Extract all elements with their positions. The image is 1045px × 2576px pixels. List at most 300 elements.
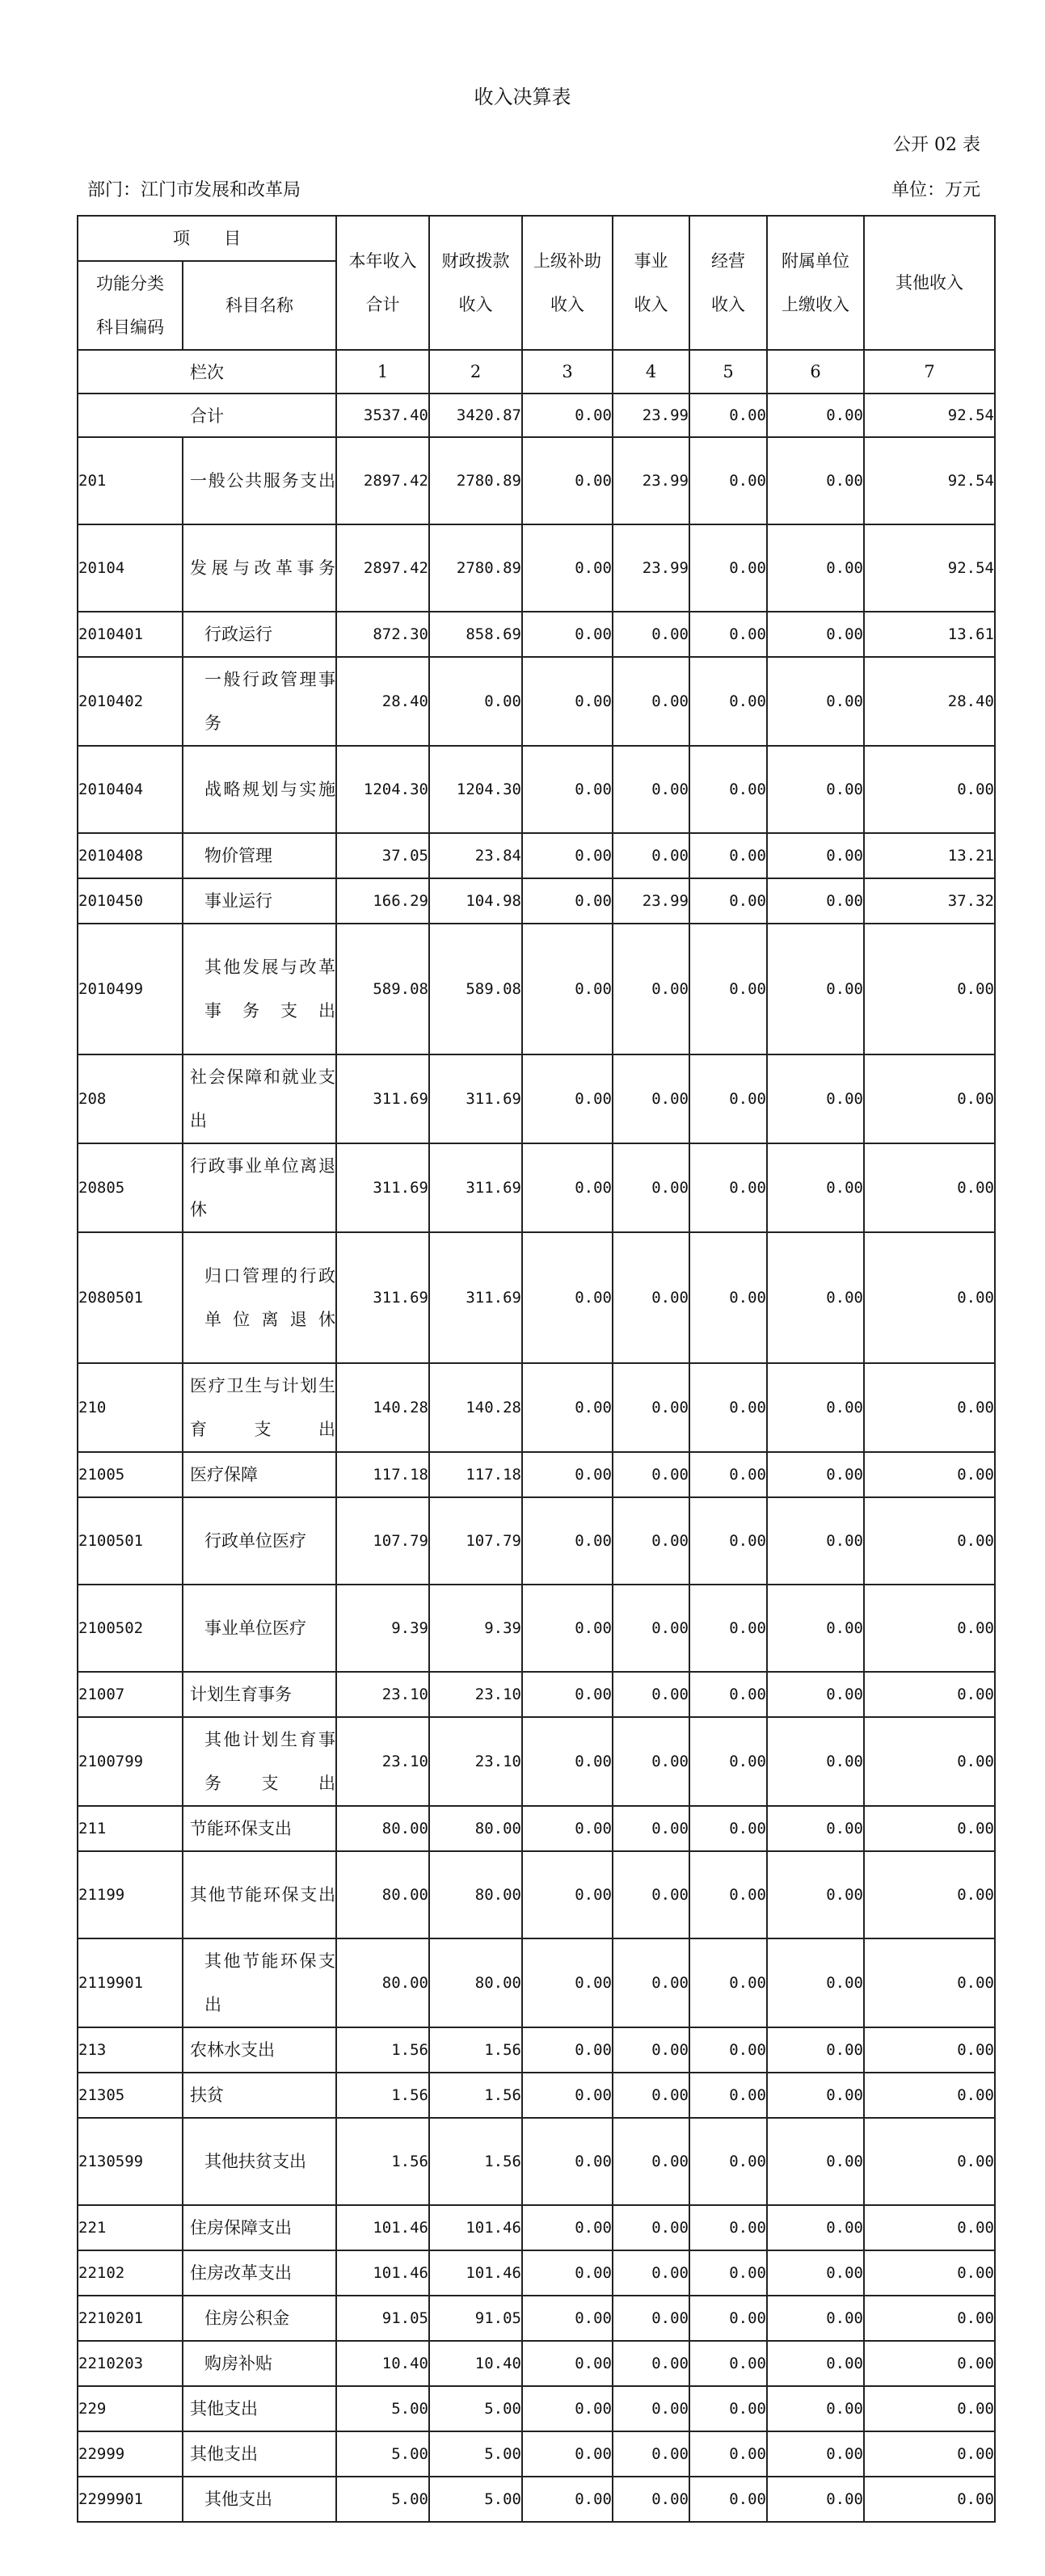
- header-business: [613, 216, 689, 350]
- subject-name: 一般行政管理事务: [183, 657, 336, 746]
- amount-cell: 0.00: [767, 612, 864, 657]
- amount-cell: 2897.42: [336, 524, 429, 612]
- subject-code: 2010402: [78, 657, 183, 746]
- header-fiscal: [429, 216, 522, 350]
- subject-code: 21007: [78, 1672, 183, 1717]
- amount-cell: 0.00: [613, 833, 689, 878]
- header-other: 其他收入: [864, 216, 995, 350]
- subject-code: 21005: [78, 1452, 183, 1497]
- subject-code: 20805: [78, 1143, 183, 1232]
- header-operation: [689, 216, 767, 350]
- amount-cell: 80.00: [336, 1806, 429, 1851]
- subject-name: 战略规划与实施: [183, 746, 336, 833]
- report-title: 收入决算表: [474, 86, 571, 108]
- amount-cell: 0.00: [767, 746, 864, 833]
- amount-cell: 0.00: [522, 2118, 613, 2205]
- table-row: [78, 1806, 995, 1851]
- amount-cell: 0.00: [689, 1672, 767, 1717]
- subject-code: 213: [78, 2027, 183, 2073]
- amount-cell: 311.69: [336, 1232, 429, 1363]
- amount-cell: 0.00: [689, 612, 767, 657]
- amount-cell: 13.21: [864, 833, 995, 878]
- amount-cell: 80.00: [336, 1938, 429, 2027]
- index-label: 栏次: [78, 350, 336, 394]
- amount-cell: 0.00: [689, 1452, 767, 1497]
- amount-cell: 0.00: [767, 1585, 864, 1672]
- index-col: 6: [767, 350, 864, 394]
- subject-name: 其他计划生育事务支出: [183, 1717, 336, 1806]
- amount-cell: 0.00: [767, 2073, 864, 2118]
- amount-cell: 37.32: [864, 878, 995, 924]
- amount-cell: 0.00: [689, 2477, 767, 2522]
- subject-code: 2299901: [78, 2477, 183, 2522]
- amount-cell: 0.00: [767, 1143, 864, 1232]
- amount-cell: 0.00: [767, 1497, 864, 1585]
- amount-cell: 0.00: [767, 924, 864, 1054]
- header-text: 本年收入 合计: [348, 251, 417, 314]
- amount-cell: 0.00: [689, 833, 767, 878]
- amount-cell: 0.00: [689, 1806, 767, 1851]
- subject-name: 社会保障和就业支出: [183, 1054, 336, 1143]
- subject-name: 行政单位医疗: [183, 1497, 336, 1585]
- amount-cell: 0.00: [522, 1363, 613, 1452]
- table-row: [78, 2477, 995, 2522]
- amount-cell: 0.00: [767, 2205, 864, 2250]
- subject-code: 2210201: [78, 2296, 183, 2341]
- amount-cell: 28.40: [864, 657, 995, 746]
- subject-name: 其他支出: [183, 2386, 336, 2431]
- index-col: 2: [429, 350, 522, 394]
- amount-cell: 0.00: [689, 2431, 767, 2477]
- amount-cell: 0.00: [522, 1938, 613, 2027]
- subject-name: 事业运行: [183, 878, 336, 924]
- amount-cell: 0.00: [864, 2477, 995, 2522]
- table-row: [78, 2341, 995, 2386]
- amount-cell: 0.00: [689, 878, 767, 924]
- amount-cell: 0.00: [767, 2386, 864, 2431]
- amount-cell: 0.00: [613, 2341, 689, 2386]
- amount-cell: 0.00: [864, 2073, 995, 2118]
- amount-cell: 0.00: [522, 2296, 613, 2341]
- table-row: [78, 1672, 995, 1717]
- subject-name: 节能环保支出: [183, 1806, 336, 1851]
- table-row: [78, 1585, 995, 1672]
- subject-code: 20104: [78, 524, 183, 612]
- amount-cell: 0.00: [864, 1054, 995, 1143]
- table-row: [78, 612, 995, 657]
- subject-code: 2100501: [78, 1497, 183, 1585]
- amount-cell: 0.00: [522, 437, 613, 524]
- amount-cell: 23.10: [336, 1672, 429, 1717]
- amount-cell: 0.00: [767, 2118, 864, 2205]
- subject-code: 2010499: [78, 924, 183, 1054]
- amount-cell: 0.00: [767, 833, 864, 878]
- amount-cell: 0.00: [767, 1717, 864, 1806]
- amount-cell: 1204.30: [336, 746, 429, 833]
- amount-cell: 101.46: [429, 2205, 522, 2250]
- amount-cell: 0.00: [767, 1363, 864, 1452]
- amount-cell: 0.00: [689, 2205, 767, 2250]
- table-row: [78, 524, 995, 612]
- amount-cell: 0.00: [613, 1452, 689, 1497]
- amount-cell: 23.84: [429, 833, 522, 878]
- table-row: [78, 2205, 995, 2250]
- amount-cell: 0.00: [522, 1232, 613, 1363]
- total-value: 0.00: [522, 394, 613, 437]
- amount-cell: 5.00: [336, 2431, 429, 2477]
- index-col: 3: [522, 350, 613, 394]
- subject-code: 2210203: [78, 2341, 183, 2386]
- amount-cell: 80.00: [429, 1806, 522, 1851]
- amount-cell: 28.40: [336, 657, 429, 746]
- table-row: [78, 1497, 995, 1585]
- amount-cell: 1.56: [336, 2118, 429, 2205]
- amount-cell: 101.46: [429, 2250, 522, 2296]
- table-row: [78, 2296, 995, 2341]
- amount-cell: 0.00: [767, 2341, 864, 2386]
- amount-cell: 5.00: [429, 2477, 522, 2522]
- amount-cell: 0.00: [522, 1806, 613, 1851]
- amount-cell: 0.00: [613, 1938, 689, 2027]
- amount-cell: 0.00: [864, 2386, 995, 2431]
- amount-cell: 0.00: [613, 2386, 689, 2431]
- amount-cell: 311.69: [336, 1143, 429, 1232]
- header-total: [336, 216, 429, 350]
- header-text: 功能分类 科目编码: [96, 274, 164, 337]
- amount-cell: 0.00: [864, 1806, 995, 1851]
- amount-cell: 0.00: [864, 2296, 995, 2341]
- amount-cell: 589.08: [336, 924, 429, 1054]
- subject-name: 住房改革支出: [183, 2250, 336, 2296]
- income-table: [77, 215, 996, 2523]
- subject-code: 2130599: [78, 2118, 183, 2205]
- table-row: [78, 1938, 995, 2027]
- subject-name: 医疗卫生与计划生育支出: [183, 1363, 336, 1452]
- table-row: [78, 657, 995, 746]
- total-value: 3537.40: [336, 394, 429, 437]
- subject-code: 2010401: [78, 612, 183, 657]
- subject-code: 2080501: [78, 1232, 183, 1363]
- index-col: 7: [864, 350, 995, 394]
- amount-cell: 5.00: [429, 2386, 522, 2431]
- amount-cell: 0.00: [613, 2431, 689, 2477]
- amount-cell: 0.00: [767, 1938, 864, 2027]
- amount-cell: 0.00: [689, 1938, 767, 2027]
- amount-cell: 0.00: [767, 1806, 864, 1851]
- total-value: 3420.87: [429, 394, 522, 437]
- amount-cell: 91.05: [429, 2296, 522, 2341]
- amount-cell: 0.00: [689, 524, 767, 612]
- header-subject-name: 科目名称: [183, 261, 336, 350]
- amount-cell: 311.69: [429, 1143, 522, 1232]
- subject-name: 归口管理的行政单位离退休: [183, 1232, 336, 1363]
- amount-cell: 9.39: [429, 1585, 522, 1672]
- table-row: [78, 437, 995, 524]
- amount-cell: 0.00: [522, 657, 613, 746]
- subject-code: 2119901: [78, 1938, 183, 2027]
- subject-code: 21305: [78, 2073, 183, 2118]
- amount-cell: 0.00: [522, 924, 613, 1054]
- amount-cell: 1.56: [336, 2027, 429, 2073]
- amount-cell: 104.98: [429, 878, 522, 924]
- amount-cell: 0.00: [522, 878, 613, 924]
- amount-cell: 1204.30: [429, 746, 522, 833]
- subject-code: 221: [78, 2205, 183, 2250]
- amount-cell: 0.00: [522, 612, 613, 657]
- subject-code: 2010408: [78, 833, 183, 878]
- subject-name: 事业单位医疗: [183, 1585, 336, 1672]
- index-col: 1: [336, 350, 429, 394]
- subject-name: 其他发展与改革事务支出: [183, 924, 336, 1054]
- header-text: 事业 收入: [634, 251, 668, 314]
- amount-cell: 0.00: [864, 2250, 995, 2296]
- index-row: [78, 350, 995, 394]
- subject-name: 计划生育事务: [183, 1672, 336, 1717]
- amount-cell: 13.61: [864, 612, 995, 657]
- amount-cell: 23.99: [613, 524, 689, 612]
- subject-code: 2010450: [78, 878, 183, 924]
- amount-cell: 0.00: [429, 657, 522, 746]
- subject-code: 22999: [78, 2431, 183, 2477]
- amount-cell: 0.00: [864, 746, 995, 833]
- amount-cell: 140.28: [336, 1363, 429, 1452]
- amount-cell: 1.56: [429, 2118, 522, 2205]
- amount-cell: 858.69: [429, 612, 522, 657]
- subject-code: 201: [78, 437, 183, 524]
- amount-cell: 0.00: [864, 1851, 995, 1938]
- amount-cell: 0.00: [613, 1585, 689, 1672]
- amount-cell: 0.00: [767, 1851, 864, 1938]
- amount-cell: 23.10: [429, 1672, 522, 1717]
- subject-name: 其他节能环保支出: [183, 1938, 336, 2027]
- amount-cell: 107.79: [336, 1497, 429, 1585]
- amount-cell: 166.29: [336, 878, 429, 924]
- amount-cell: 0.00: [864, 2027, 995, 2073]
- unit-label: 单位：万元: [891, 180, 980, 200]
- subject-name: 物价管理: [183, 833, 336, 878]
- amount-cell: 0.00: [689, 1363, 767, 1452]
- table-row: [78, 1232, 995, 1363]
- amount-cell: 0.00: [864, 1497, 995, 1585]
- amount-cell: 0.00: [689, 1717, 767, 1806]
- amount-cell: 0.00: [613, 1143, 689, 1232]
- amount-cell: 0.00: [613, 2027, 689, 2073]
- amount-cell: 0.00: [864, 1232, 995, 1363]
- amount-cell: 0.00: [522, 2386, 613, 2431]
- header-affiliated: [767, 216, 864, 350]
- amount-cell: 0.00: [864, 1363, 995, 1452]
- table-row: [78, 2073, 995, 2118]
- table-row: [78, 1363, 995, 1452]
- amount-cell: 0.00: [613, 657, 689, 746]
- amount-cell: 0.00: [522, 2477, 613, 2522]
- header-text: 财政拨款 收入: [441, 251, 510, 314]
- amount-cell: 0.00: [864, 924, 995, 1054]
- subject-name: 其他支出: [183, 2431, 336, 2477]
- amount-cell: 91.05: [336, 2296, 429, 2341]
- table-row: [78, 2431, 995, 2477]
- amount-cell: 0.00: [613, 2118, 689, 2205]
- subject-name: 其他支出: [183, 2477, 336, 2522]
- amount-cell: 0.00: [689, 2073, 767, 2118]
- amount-cell: 0.00: [522, 746, 613, 833]
- subject-code: 208: [78, 1054, 183, 1143]
- table-row: [78, 2386, 995, 2431]
- amount-cell: 101.46: [336, 2250, 429, 2296]
- amount-cell: 311.69: [429, 1232, 522, 1363]
- table-row: [78, 2250, 995, 2296]
- amount-cell: 0.00: [613, 924, 689, 1054]
- amount-cell: 92.54: [864, 437, 995, 524]
- amount-cell: 0.00: [522, 2250, 613, 2296]
- amount-cell: 0.00: [689, 2250, 767, 2296]
- form-code: 公开 02 表: [893, 135, 980, 155]
- department-label: 部门：江门市发展和改革局: [87, 180, 301, 200]
- amount-cell: 0.00: [689, 1851, 767, 1938]
- amount-cell: 140.28: [429, 1363, 522, 1452]
- amount-cell: 0.00: [767, 1672, 864, 1717]
- total-value: 23.99: [613, 394, 689, 437]
- subject-code: 2100799: [78, 1717, 183, 1806]
- subject-code: 229: [78, 2386, 183, 2431]
- amount-cell: 0.00: [613, 1717, 689, 1806]
- amount-cell: 0.00: [522, 2341, 613, 2386]
- amount-cell: 0.00: [613, 1497, 689, 1585]
- index-col: 4: [613, 350, 689, 394]
- table-row: [78, 1143, 995, 1232]
- header-text: 附属单位 上缴收入: [782, 251, 849, 314]
- amount-cell: 5.00: [336, 2386, 429, 2431]
- amount-cell: 0.00: [613, 1851, 689, 1938]
- amount-cell: 80.00: [429, 1938, 522, 2027]
- amount-cell: 0.00: [767, 2296, 864, 2341]
- amount-cell: 0.00: [767, 2431, 864, 2477]
- amount-cell: 0.00: [613, 2073, 689, 2118]
- amount-cell: 0.00: [767, 878, 864, 924]
- amount-cell: 0.00: [522, 524, 613, 612]
- amount-cell: 0.00: [522, 1497, 613, 1585]
- table-row: [78, 1851, 995, 1938]
- amount-cell: 0.00: [767, 2027, 864, 2073]
- amount-cell: 2897.42: [336, 437, 429, 524]
- subject-name: 农林水支出: [183, 2027, 336, 2073]
- amount-cell: 0.00: [864, 1143, 995, 1232]
- amount-cell: 0.00: [767, 1452, 864, 1497]
- table-row: [78, 1054, 995, 1143]
- amount-cell: 1.56: [429, 2073, 522, 2118]
- amount-cell: 311.69: [429, 1054, 522, 1143]
- amount-cell: 0.00: [613, 1672, 689, 1717]
- amount-cell: 1.56: [429, 2027, 522, 2073]
- amount-cell: 23.10: [336, 1717, 429, 1806]
- table-row: [78, 833, 995, 878]
- amount-cell: 0.00: [864, 1585, 995, 1672]
- amount-cell: 23.99: [613, 437, 689, 524]
- subject-name: 行政运行: [183, 612, 336, 657]
- amount-cell: 117.18: [336, 1452, 429, 1497]
- total-value: 0.00: [767, 394, 864, 437]
- amount-cell: 0.00: [864, 1672, 995, 1717]
- amount-cell: 0.00: [689, 2118, 767, 2205]
- amount-cell: 0.00: [522, 1851, 613, 1938]
- amount-cell: 0.00: [864, 1452, 995, 1497]
- amount-cell: 0.00: [522, 1143, 613, 1232]
- amount-cell: 0.00: [613, 1806, 689, 1851]
- amount-cell: 0.00: [689, 2341, 767, 2386]
- amount-cell: 37.05: [336, 833, 429, 878]
- subject-name: 住房保障支出: [183, 2205, 336, 2250]
- amount-cell: 0.00: [613, 2477, 689, 2522]
- amount-cell: 0.00: [522, 1672, 613, 1717]
- amount-cell: 10.40: [336, 2341, 429, 2386]
- header-text: 上级补助 收入: [533, 251, 601, 314]
- amount-cell: 0.00: [613, 612, 689, 657]
- amount-cell: 0.00: [613, 1363, 689, 1452]
- amount-cell: 0.00: [689, 1232, 767, 1363]
- subject-code: 2100502: [78, 1585, 183, 1672]
- total-row: [78, 394, 995, 437]
- amount-cell: 23.10: [429, 1717, 522, 1806]
- table-row: [78, 2118, 995, 2205]
- amount-cell: 0.00: [864, 1717, 995, 1806]
- amount-cell: 0.00: [689, 1054, 767, 1143]
- subject-code: 211: [78, 1806, 183, 1851]
- amount-cell: 0.00: [767, 2250, 864, 2296]
- subject-code: 22102: [78, 2250, 183, 2296]
- amount-cell: 92.54: [864, 524, 995, 612]
- subject-name: 购房补贴: [183, 2341, 336, 2386]
- amount-cell: 0.00: [613, 1232, 689, 1363]
- amount-cell: 0.00: [522, 1585, 613, 1672]
- subject-name: 发展与改革事务: [183, 524, 336, 612]
- table-row: [78, 2027, 995, 2073]
- amount-cell: 10.40: [429, 2341, 522, 2386]
- total-value: 0.00: [689, 394, 767, 437]
- amount-cell: 0.00: [689, 1585, 767, 1672]
- amount-cell: 0.00: [613, 746, 689, 833]
- subject-name: 其他节能环保支出: [183, 1851, 336, 1938]
- index-col: 5: [689, 350, 767, 394]
- total-value: 92.54: [864, 394, 995, 437]
- amount-cell: 0.00: [767, 1054, 864, 1143]
- amount-cell: 0.00: [864, 1938, 995, 2027]
- amount-cell: 0.00: [613, 2205, 689, 2250]
- total-label: 合计: [78, 394, 336, 437]
- amount-cell: 0.00: [522, 2073, 613, 2118]
- amount-cell: 0.00: [689, 1497, 767, 1585]
- amount-cell: 0.00: [689, 924, 767, 1054]
- amount-cell: 0.00: [689, 437, 767, 524]
- table-row: [78, 1452, 995, 1497]
- amount-cell: 0.00: [522, 833, 613, 878]
- amount-cell: 0.00: [613, 1054, 689, 1143]
- amount-cell: 0.00: [522, 1452, 613, 1497]
- header-item: 项 目: [78, 216, 336, 261]
- subject-code: 21199: [78, 1851, 183, 1938]
- header-superior: [522, 216, 613, 350]
- amount-cell: 0.00: [613, 2296, 689, 2341]
- amount-cell: 107.79: [429, 1497, 522, 1585]
- amount-cell: 9.39: [336, 1585, 429, 1672]
- subject-code: 210: [78, 1363, 183, 1452]
- amount-cell: 872.30: [336, 612, 429, 657]
- amount-cell: 0.00: [689, 657, 767, 746]
- header-func-code: [78, 261, 183, 350]
- amount-cell: 0.00: [689, 1143, 767, 1232]
- amount-cell: 0.00: [522, 2205, 613, 2250]
- amount-cell: 80.00: [429, 1851, 522, 1938]
- subject-name: 住房公积金: [183, 2296, 336, 2341]
